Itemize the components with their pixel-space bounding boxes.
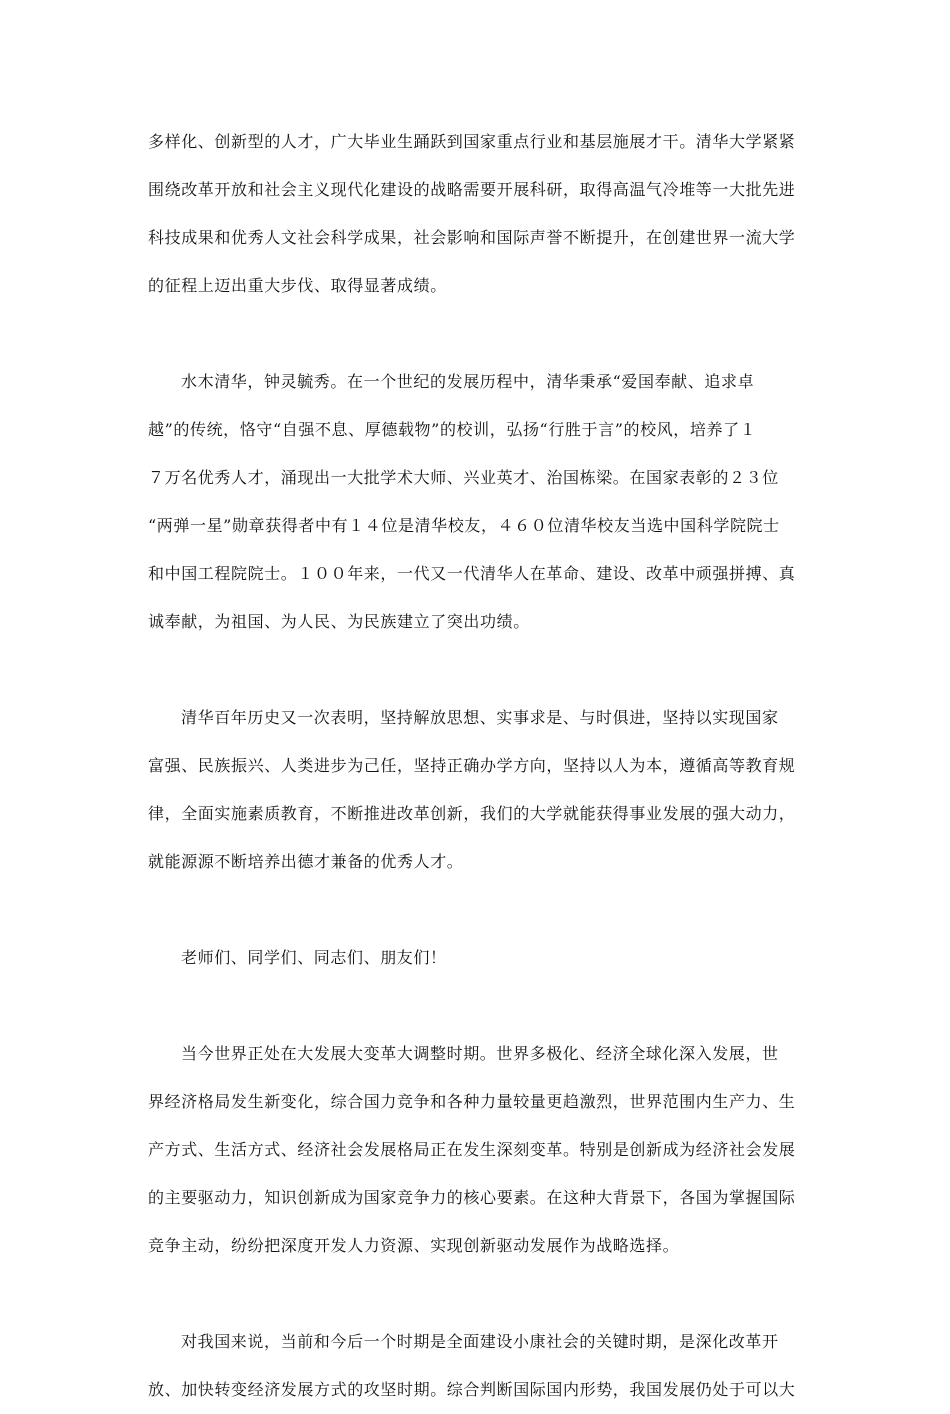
text-line: 老师们、同学们、同志们、朋友们！ (181, 948, 447, 967)
paragraph-5 (148, 1030, 808, 1270)
text-line: 产方式、生活方式、经济社会发展格局正在发生深刻变革。特别是创新成为经济社会发展 (148, 1140, 796, 1159)
text-line: 清华百年历史又一次表明，坚持解放思想、实事求是、与时俱进，坚持以实现国家 (181, 708, 779, 727)
text-line: 当今世界正处在大发展大变革大调整时期。世界多极化、经济全球化深入发展，世 (181, 1044, 779, 1063)
paragraph-2 (148, 358, 808, 646)
text-line: 富强、民族振兴、人类进步为己任，坚持正确办学方向，坚持以人为本，遵循高等教育规 (148, 756, 796, 775)
text-line: 竞争主动，纷纷把深度开发人力资源、实现创新驱动发展作为战略选择。 (148, 1236, 680, 1255)
text-line: 多样化、创新型的人才，广大毕业生踊跃到国家重点行业和基层施展才干。清华大学紧紧 (148, 132, 796, 151)
text-line: 和中国工程院院士。１００年来，一代又一代清华人在革命、建设、改革中顽强拼搏、真 (148, 564, 796, 583)
paragraph-1 (148, 118, 808, 310)
document-body (148, 118, 808, 1414)
text-line: 的主要驱动力，知识创新成为国家竞争力的核心要素。在这种大背景下，各国为掌握国际 (148, 1188, 796, 1207)
text-line: 对我国来说，当前和今后一个时期是全面建设小康社会的关键时期，是深化改革开 (181, 1332, 779, 1351)
text-line: 律，全面实施素质教育，不断推进改革创新，我们的大学就能获得事业发展的强大动力， (148, 804, 796, 823)
paragraph-gap (148, 982, 808, 1030)
paragraph-6 (148, 1318, 808, 1414)
text-line: 放、加快转变经济发展方式的攻坚时期。综合判断国际国内形势，我国发展仍处于可以大 (148, 1380, 796, 1399)
paragraph-gap (148, 310, 808, 358)
text-line: 的征程上迈出重大步伐、取得显著成绩。 (148, 276, 447, 295)
text-line: 诚奉献，为祖国、为人民、为民族建立了突出功绩。 (148, 612, 530, 631)
paragraph-gap (148, 646, 808, 694)
text-line: 水木清华，钟灵毓秀。在一个世纪的发展历程中，清华秉承“爱国奉献、追求卓 (181, 372, 755, 391)
text-line: 围绕改革开放和社会主义现代化建设的战略需要开展科研，取得高温气冷堆等一大批先进 (148, 180, 796, 199)
paragraph-3 (148, 694, 808, 886)
text-line: 科技成果和优秀人文社会科学成果，社会影响和国际声誉不断提升，在创建世界一流大学 (148, 228, 796, 247)
text-line: ７万名优秀人才，涌现出一大批学术大师、兴业英才、治国栋梁。在国家表彰的２３位 (148, 468, 779, 487)
paragraph-4 (148, 934, 808, 982)
text-line: 就能源源不断培养出德才兼备的优秀人才。 (148, 852, 464, 871)
text-line: “两弹一星”勋章获得者中有１４位是清华校友，４６０位清华校友当选中国科学院院士 (148, 516, 780, 535)
text-line: 越”的传统，恪守“自强不息、厚德载物”的校训，弘扬“行胜于言”的校风，培养了１ (148, 420, 757, 439)
text-line: 界经济格局发生新变化，综合国力竞争和各种力量较量更趋激烈，世界范围内生产力、生 (148, 1092, 796, 1111)
paragraph-gap (148, 886, 808, 934)
paragraph-gap (148, 1270, 808, 1318)
